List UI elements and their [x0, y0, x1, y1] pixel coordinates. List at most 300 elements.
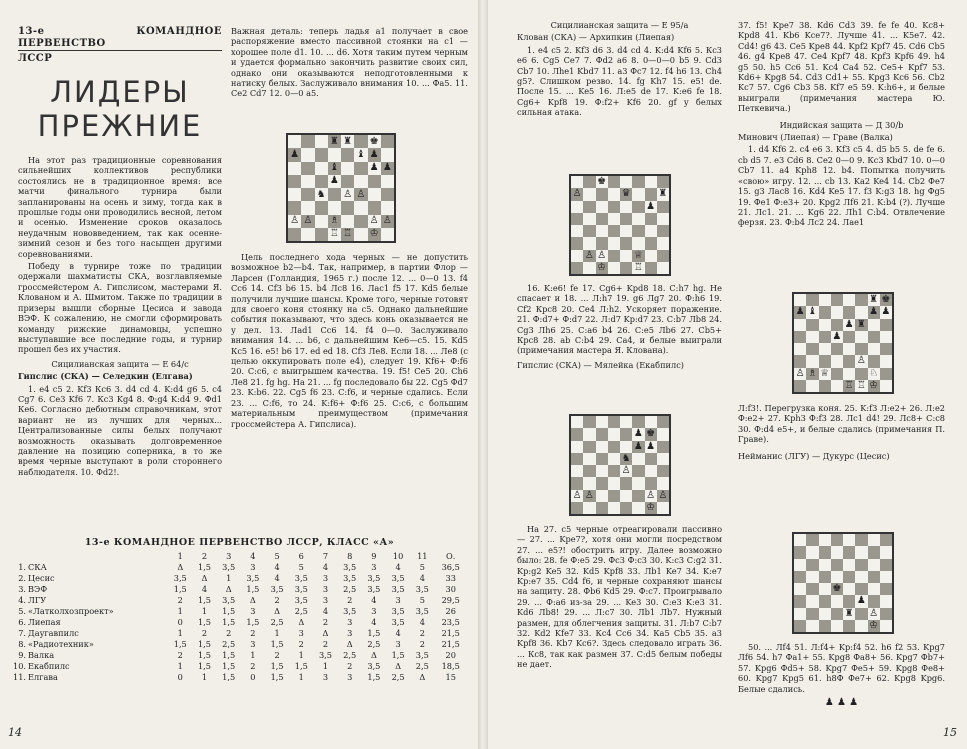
board-square	[645, 416, 657, 428]
score-cell: Δ	[419, 672, 426, 682]
board-square	[855, 534, 867, 546]
score-cell: 3,5	[343, 606, 357, 616]
score-cell: 3	[250, 562, 256, 572]
board-square	[657, 465, 669, 477]
score-cell: 1,5	[294, 661, 308, 671]
standings-table	[12, 551, 467, 683]
score-cell: 1,5	[173, 584, 187, 594]
board-square	[315, 201, 328, 214]
board-square	[620, 441, 632, 453]
board-square	[880, 571, 892, 583]
score-cell: 4	[419, 617, 425, 627]
board-square: ♚	[646, 428, 656, 440]
score-cell: 2,5	[222, 639, 236, 649]
score-cell: Δ	[298, 617, 305, 627]
board-square	[794, 571, 806, 583]
board-square	[596, 465, 608, 477]
left-column-2	[231, 26, 468, 101]
score-cell: 1,5	[197, 639, 211, 649]
board-square	[620, 477, 632, 489]
board-square	[794, 620, 806, 632]
standings-row	[12, 628, 467, 639]
board-square	[608, 441, 620, 453]
right-column-2-bottom	[738, 642, 945, 708]
board-square	[645, 225, 657, 237]
score-cell: 1	[274, 628, 280, 638]
article-title-line1: ЛИДЕРЫ	[50, 75, 190, 109]
game5-moves: 50. ... Лf4 51. Л:f4+ Kp:f4 52. h6 f2 53. Kpg7 Лf6 54. h7 Фa1+ 55. Kpg8 Фa8+ 56. Kpg7 Фb7+ 57. Kpg6 Фd5+ 58. Kpg7 Фe5+ 59. Kpg8 Фe8+ 60. Kpg7 Kpg5 61. h8Ф Фe7+ 62. Kpg8 Kpg6. Белые сдались.	[738, 642, 945, 694]
standings-row	[12, 672, 467, 683]
board-square	[855, 559, 867, 571]
score-cell: 2	[177, 650, 183, 660]
board-square	[328, 148, 341, 161]
board-square: ♜	[869, 294, 879, 306]
board-square	[794, 559, 806, 571]
score-cell: Δ	[249, 595, 256, 605]
score-cell: 1	[226, 573, 232, 583]
board-square: ♔	[368, 228, 381, 241]
score-cell: 2,5	[343, 650, 357, 660]
board-square	[831, 355, 843, 367]
board-square	[354, 215, 367, 228]
board-square	[315, 215, 328, 228]
chess-diagram-1	[286, 133, 396, 243]
board-square: ♚	[368, 135, 381, 148]
score-cell: 4	[419, 573, 425, 583]
board-square	[645, 477, 657, 489]
score-cell: 3,5	[270, 584, 284, 594]
board-square	[354, 175, 367, 188]
board-square	[806, 319, 818, 331]
board-square	[831, 306, 843, 318]
board-square	[288, 135, 301, 148]
board-square: ♙	[856, 355, 866, 367]
score-cell: 3	[347, 672, 353, 682]
board-square	[608, 477, 620, 489]
board-square	[571, 201, 583, 213]
board-square: ♕	[633, 249, 643, 261]
board-square	[657, 262, 669, 274]
board-square	[794, 331, 806, 343]
board-square	[301, 228, 314, 241]
score-cell: 1,5	[367, 672, 381, 682]
board-square	[880, 595, 892, 607]
board-square	[583, 477, 595, 489]
board-square: ♟	[633, 428, 643, 440]
board-square: ♙	[597, 249, 607, 261]
score-cell: 3	[395, 595, 401, 605]
board-square	[596, 237, 608, 249]
score-cell: 1	[201, 672, 208, 682]
board-square: ♟	[368, 162, 381, 175]
score-cell: 3	[371, 606, 377, 616]
board-square	[657, 441, 669, 453]
left-page	[0, 0, 480, 749]
score-cell: 21,5	[441, 628, 460, 638]
board-square	[381, 148, 394, 161]
score-cell: 1,5	[197, 595, 211, 605]
score-cell: 1	[177, 606, 183, 616]
score-cell: 3,5	[391, 617, 405, 627]
board-square	[583, 201, 595, 213]
article-title-line2: ПРЕЖНИЕ	[37, 109, 203, 143]
board-square	[571, 225, 583, 237]
team-name: Екабпилс	[28, 661, 70, 671]
board-square	[632, 188, 644, 200]
game4-opening: Индийская защита — Д 30/b	[779, 119, 904, 130]
board-square	[368, 175, 381, 188]
team-name: «Радиотехник»	[28, 639, 94, 649]
score-cell: 4	[395, 628, 401, 638]
board-square	[855, 620, 867, 632]
board-square	[645, 237, 657, 249]
board-square	[819, 620, 831, 632]
score-cell: 1,5	[197, 650, 211, 660]
board-square: ♙	[301, 215, 314, 228]
board-square	[596, 453, 608, 465]
score-cell: 3,5	[222, 595, 236, 605]
score-cell: 3	[395, 639, 401, 649]
right-column-2-middle	[738, 403, 945, 463]
board-square: ♟	[646, 200, 656, 212]
score-cell: 3,5	[415, 606, 429, 616]
score-cell: 3,5	[391, 584, 405, 594]
score-cell: 36,5	[441, 562, 460, 572]
board-square	[368, 188, 381, 201]
board-square: ♖	[844, 379, 854, 391]
score-cell: 0	[177, 617, 183, 627]
score-cell: 3,5	[343, 573, 357, 583]
standings-row	[12, 584, 467, 595]
board-square: ♟	[856, 595, 866, 607]
score-cell: 2	[347, 595, 353, 605]
score-cell: 20	[445, 650, 456, 660]
board-square: ♙	[572, 188, 582, 200]
board-square	[596, 188, 608, 200]
board-square	[855, 571, 867, 583]
board-square	[288, 162, 301, 175]
section-header-line2: ЛССР	[18, 53, 53, 64]
board-square	[843, 306, 855, 318]
standings-header-row	[12, 551, 467, 562]
board-square	[657, 250, 669, 262]
row-number: 8.	[18, 639, 27, 649]
score-cell: 1,5	[270, 639, 284, 649]
board-square	[657, 477, 669, 489]
board-square: ♙	[658, 489, 668, 501]
board-square	[843, 571, 855, 583]
board-square: ♞	[315, 188, 328, 201]
board-square	[583, 176, 595, 188]
board-square: ♜	[658, 188, 668, 200]
board-square	[354, 228, 367, 241]
board-square	[819, 355, 831, 367]
board-square	[806, 294, 818, 306]
row-number: 2.	[18, 573, 27, 583]
board-square	[831, 608, 843, 620]
standings-row	[12, 562, 467, 573]
score-cell: 1,5	[222, 650, 236, 660]
board-square	[608, 502, 620, 514]
score-cell: 1	[177, 628, 183, 638]
board-square	[608, 201, 620, 213]
board-square	[806, 559, 818, 571]
board-square: ♜	[328, 135, 341, 148]
end-stars: ♟ ♟ ♟	[824, 697, 859, 709]
score-cell: 23,5	[441, 617, 460, 627]
board-square	[301, 162, 314, 175]
board-square	[354, 135, 367, 148]
board-square	[880, 583, 892, 595]
standings-row	[12, 617, 467, 628]
score-cell: 2	[322, 617, 329, 627]
board-square	[794, 319, 806, 331]
board-square	[315, 162, 328, 175]
board-square	[843, 294, 855, 306]
board-square: ♖	[328, 228, 341, 241]
board-square	[596, 477, 608, 489]
board-square: ♚	[832, 583, 842, 595]
score-cell: 4	[201, 584, 208, 594]
board-square	[645, 213, 657, 225]
board-square	[620, 213, 632, 225]
score-cell: 2	[322, 639, 329, 649]
board-square	[381, 135, 394, 148]
board-square	[328, 201, 341, 214]
board-square	[596, 441, 608, 453]
row-number: 6.	[18, 617, 27, 627]
board-square	[583, 262, 595, 274]
board-square	[632, 201, 644, 213]
board-square	[880, 355, 892, 367]
board-square	[645, 465, 657, 477]
board-square: ♟	[795, 306, 805, 318]
score-cell: 1,5	[197, 562, 211, 572]
score-cell: 1,5	[246, 617, 260, 627]
standings-table-title: 13-е КОМАНДНОЕ ПЕРВЕНСТВО ЛССР, КЛАСС «А»	[84, 537, 395, 548]
team-name: Лиепая	[28, 617, 61, 627]
score-cell: 15	[445, 672, 456, 682]
board-square	[596, 225, 608, 237]
chess-diagram-2	[569, 174, 671, 276]
score-cell: 3,5	[173, 573, 187, 583]
board-square: ♟	[328, 175, 341, 188]
score-cell: 3,5	[367, 573, 381, 583]
game5-players: Нейманис (ЛГУ) — Дукурс (Цесис)	[738, 450, 890, 461]
standings-row	[12, 595, 467, 606]
score-cell: 3	[322, 584, 329, 594]
score-cell: 3,5	[222, 562, 236, 572]
game3-continuation: 37. f5! Kpe7 38. Kd6 Cd3 39. fe fe 40. Kc8+ Kpd8 41. Kb6 Kce7?. Лучше 41. ... K5e7. 42. Cd4! g6 43. Ce5 Kpe8 44. Kpf2 Kpf7 45. Cd6 Cb5 46. g4 Kpe8 47. Ce4 Kpf7 48. Kpf3 Kpf6 49. h4 g5 50. h5 Cc6 51. Kc4 Ca4 52. Ce5+ Kpf7 53. Kd6+ Kpg8 54. Cd3 Cd1+ 55. Kpg3 Kc6 56. Cb2 Kc7 57. Cg6 Cb3 58. Kf7 e5 59. K:h6+, и белые выиграли (примечания мастера Ю. Петкевича.)	[738, 20, 945, 114]
board-square	[583, 225, 595, 237]
board-square	[806, 583, 818, 595]
board-square	[819, 294, 831, 306]
board-square	[645, 188, 657, 200]
row-number: 3.	[18, 584, 27, 594]
score-cell: 0	[177, 672, 183, 682]
score-cell: 3,5	[294, 595, 308, 605]
col-header: 5	[274, 551, 280, 561]
board-square: ♙	[869, 607, 879, 619]
board-square	[571, 250, 583, 262]
score-cell: 4	[395, 562, 401, 572]
board-square	[831, 368, 843, 380]
board-square	[868, 583, 880, 595]
board-square	[831, 343, 843, 355]
board-square	[583, 188, 595, 200]
board-square	[632, 225, 644, 237]
board-square: ♙	[341, 188, 354, 201]
team-name: «Латколхозпроект»	[28, 606, 114, 616]
board-square	[831, 546, 843, 558]
board-square: ♚	[597, 176, 607, 188]
board-square	[880, 368, 892, 380]
board-square	[608, 250, 620, 262]
board-square	[301, 135, 314, 148]
score-cell: 3,5	[391, 573, 405, 583]
score-cell: 2,5	[391, 672, 405, 682]
board-square	[806, 534, 818, 546]
board-square	[819, 546, 831, 558]
board-square	[315, 228, 328, 241]
score-cell: 29,5	[441, 595, 460, 605]
board-square	[855, 583, 867, 595]
score-cell: 1	[177, 661, 183, 671]
board-square	[583, 453, 595, 465]
board-square	[288, 201, 301, 214]
score-cell: Δ	[225, 584, 232, 594]
team-name: Валка	[28, 650, 55, 660]
board-square	[831, 380, 843, 392]
score-cell: 1,5	[197, 661, 211, 671]
game4-moves: 1. d4 Kf6 2. с4 е6 3. Kf3 с5 4. d5 b5 5. de fe 6. cb d5 7. е3 Cd6 8. Се2 0—0 9. Кс3 Kbd7 10. 0—0 Cb7 11. а4 Kph8 12. b4. Попытка получить «свою» игру. 12. ... cb 13. Ka2 Ke4 14. Cb2 Фe7 15. g3 Лас8 16. Kd4 Ke5 17. f3 K:g3 18. hg Фg5 19. Фe1 Ф:e3+ 20. Kpg2 Лf6 21. K:b4 (?). Лучше 21. Лс1. 21. ... Kg6 22. Лh1 C:b4. Отвлечение ферзя. 23. Ф:b4 Лс2 24. Лае1	[738, 144, 945, 228]
score-cell: 1,5	[222, 617, 236, 627]
score-cell: 1,5	[246, 584, 260, 594]
board-square	[880, 608, 892, 620]
col-header: 1	[177, 551, 183, 561]
score-cell: 3	[371, 562, 377, 572]
board-square	[657, 176, 669, 188]
board-square	[868, 571, 880, 583]
board-square	[855, 343, 867, 355]
score-cell: 3,5	[343, 562, 357, 572]
board-square	[328, 188, 341, 201]
board-square	[571, 477, 583, 489]
score-cell: 1	[298, 650, 304, 660]
board-square	[657, 201, 669, 213]
score-cell: 4	[274, 573, 280, 583]
score-cell: 3	[298, 628, 304, 638]
score-cell: 1,5	[270, 672, 284, 682]
board-square	[657, 416, 669, 428]
game2-notes: 16. K:e6! fe 17. Cg6+ Kpd8 18. C:h7 hg. Не спасает и 18. ... Л:h7 19. g6 Лg7 20. Ф:h6 19. Cf2 Крс8 20. Се4 Л:h2. Ускоряет поражение. 21. Ф:d7+ Ф:d7 22. Л:d7 Kp:d7 23. C:b7 Лb8 24. Cg3 Лh6 25. C:a6 b4 26. C:e5 Лb6 27. Cb5+ Крс8 28. ab C:b4 29. Ca4, и белые выиграли (примечания мастера Я. Клована).	[517, 283, 722, 356]
board-square	[288, 188, 301, 201]
row-number: 10.	[13, 661, 27, 671]
right-column-1-bottom	[517, 524, 722, 672]
board-square	[645, 250, 657, 262]
board-square: ♔	[646, 501, 656, 513]
team-name: Цесис	[28, 573, 55, 583]
board-square	[819, 559, 831, 571]
board-square	[571, 213, 583, 225]
board-square	[855, 294, 867, 306]
col-header: 3	[226, 551, 232, 561]
board-square	[657, 428, 669, 440]
board-square	[608, 416, 620, 428]
board-square	[596, 213, 608, 225]
score-cell: 1,5	[197, 617, 211, 627]
board-square	[880, 559, 892, 571]
board-square	[843, 355, 855, 367]
score-cell: 3	[347, 628, 353, 638]
board-square: ♙	[621, 465, 631, 477]
board-square	[354, 201, 367, 214]
board-square: ♟	[832, 330, 842, 342]
score-cell: 2	[201, 628, 208, 638]
right-page	[487, 0, 967, 749]
board-square	[583, 428, 595, 440]
board-square	[880, 620, 892, 632]
board-square	[819, 608, 831, 620]
board-square	[645, 262, 657, 274]
score-cell: 2	[347, 661, 353, 671]
board-square	[843, 583, 855, 595]
board-square	[868, 343, 880, 355]
board-square	[571, 416, 583, 428]
score-cell: 3,5	[391, 606, 405, 616]
chess-diagram-4	[792, 292, 894, 394]
board-square	[868, 355, 880, 367]
board-square	[608, 213, 620, 225]
article-title	[18, 75, 222, 143]
right-column-1-middle	[517, 283, 722, 372]
board-square: ♖	[341, 228, 354, 241]
intro-paragraph-1: На этот раз традиционные соревнования сильнейших коллективов республики состоялись не в традиционное время: все матчи финального турнира были запланированы на осень и зиму, тогда как в прошлые годы они проводились весной, летом и осенью. Изменение сроков оказалось неудачным нововведением, так как осенне-зимний сезон и без того насыщен другими соревнованиями.	[18, 155, 222, 259]
board-square	[301, 175, 314, 188]
score-cell: 2	[298, 639, 304, 649]
score-cell: 3	[250, 606, 256, 616]
board-square	[608, 188, 620, 200]
board-square: ♔	[869, 379, 879, 391]
board-square	[583, 465, 595, 477]
board-square	[315, 175, 328, 188]
board-square	[868, 534, 880, 546]
col-header: 2	[201, 551, 208, 561]
board-square	[315, 135, 328, 148]
team-name: ЛГУ	[28, 595, 47, 605]
board-square	[819, 583, 831, 595]
board-square	[608, 465, 620, 477]
board-square	[571, 465, 583, 477]
score-cell: 3	[322, 672, 329, 682]
score-cell: 1,5	[367, 628, 381, 638]
board-square	[620, 416, 632, 428]
row-number: 1.	[18, 562, 27, 572]
board-square	[843, 546, 855, 558]
score-cell: 3	[322, 595, 329, 605]
board-square: ♛	[621, 188, 631, 200]
score-cell: 3,5	[246, 573, 260, 583]
score-cell: Δ	[201, 573, 208, 583]
col-header: 10	[392, 551, 404, 561]
board-square	[620, 237, 632, 249]
board-square: ♙	[646, 489, 656, 501]
score-cell: 2	[250, 628, 256, 638]
board-square	[368, 201, 381, 214]
board-square: ♟	[633, 440, 643, 452]
standings-row	[12, 606, 467, 617]
board-square: ♙	[584, 249, 594, 261]
